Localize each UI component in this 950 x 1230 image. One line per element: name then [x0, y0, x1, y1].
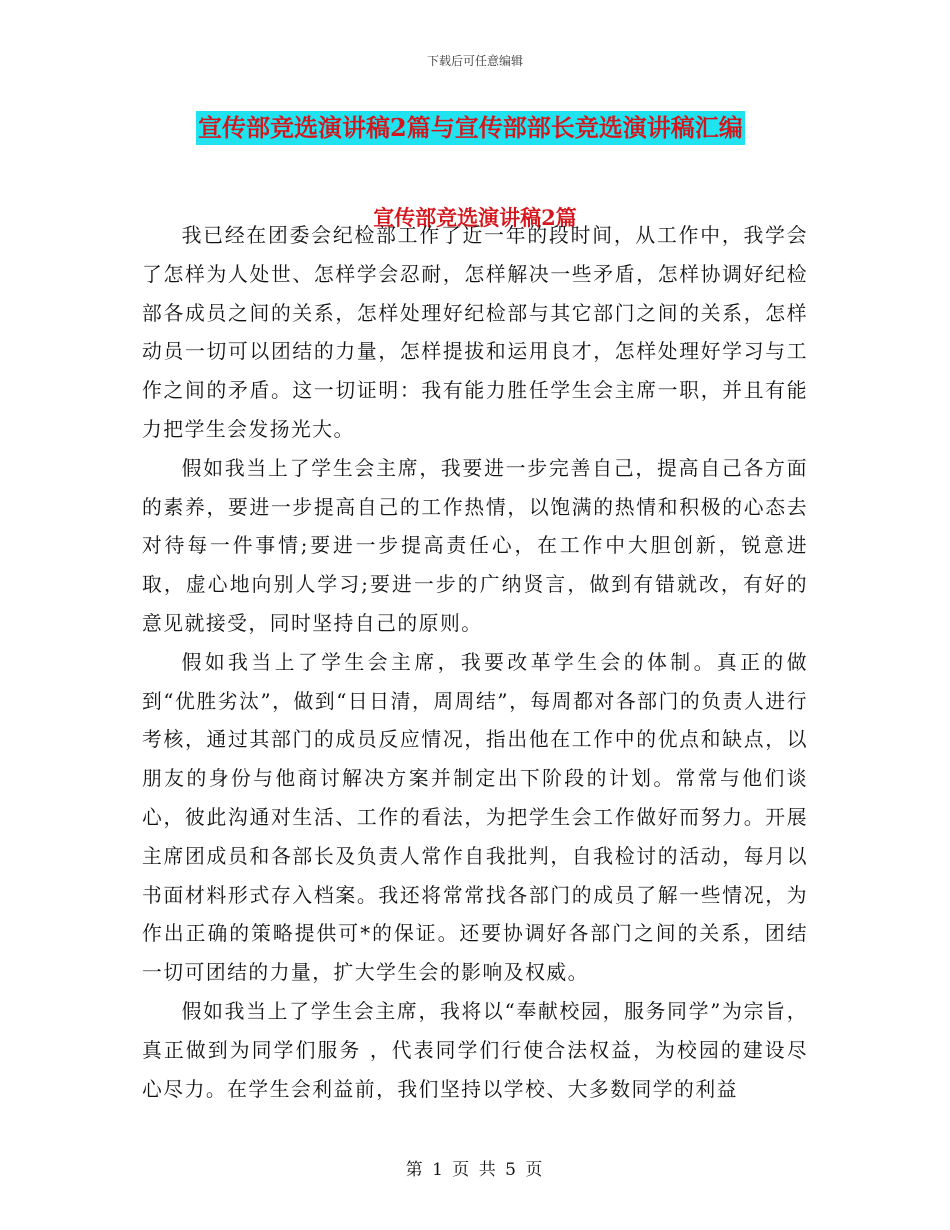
paragraph: 假如我当上了学生会主席，我要改革学生会的体制。真正的做到“优胜劣汰”，做到“日日清，周周结”，每周都对各部门的负责人进行考核，通过其部门的成员反应情况，指出他在工作中的优点和缺点，以朋友的身份与他商讨解决方案并制定出下阶段的计划。常常与他们谈心，彼此沟通对生活、工作的看法，为把学生会工作做好而努力。开展主席团成员和各部长及负责人常作自我批判，自我检讨的活动，每月以书面材料形式存入档案。我还将常常找各部门的成员了解一些情况，为作出正确的策略提供可*的保证。还要协调好各部门之间的关系，团结一切可团结的力量，扩大学生会的影响及权威。	[142, 650, 808, 985]
page-footer: 第 1 页 共 5 页	[405, 1160, 545, 1180]
paragraph: 假如我当上了学生会主席，我要进一步完善自己，提高自己各方面的素养，要进一步提高自己的工作热情，以饱满的热情和积极的心态去对待每一件事情;要进一步提高责任心，在工作中大胆创新，锐意进取，虚心地向别人学习;要进一步的广纳贤言，做到有错就改，有好的意见就接受，同时坚持自己的原则。	[142, 456, 808, 635]
document-body	[142, 217, 808, 1109]
main-title-container	[196, 111, 745, 145]
section-title: 宣传部竞选演讲稿2篇	[373, 205, 577, 230]
paragraph: 假如我当上了学生会主席，我将以“奉献校园，服务同学”为宗旨，真正做到为同学们服务 ，代表同学们行使合法权益，为校园的建设尽心尽力。在学生会利益前，我们坚持以学校、大多数同学的利益	[142, 999, 808, 1101]
paragraph: 我已经在团委会纪检部工作了近一年的段时间，从工作中，我学会了怎样为人处世、怎样学会忍耐，怎样解决一些矛盾，怎样协调好纪检部各成员之间的关系，怎样处理好纪检部与其它部门之间的关系，怎样动员一切可以团结的力量，怎样提拔和运用良才，怎样处理好学习与工作之间的矛盾。这一切证明：我有能力胜任学生会主席一职，并且有能力把学生会发扬光大。	[142, 224, 808, 441]
header-note: 下载后可任意编辑	[426, 54, 523, 68]
main-title: 宣传部竞选演讲稿2篇与宣传部部长竞选演讲稿汇编	[196, 111, 745, 145]
